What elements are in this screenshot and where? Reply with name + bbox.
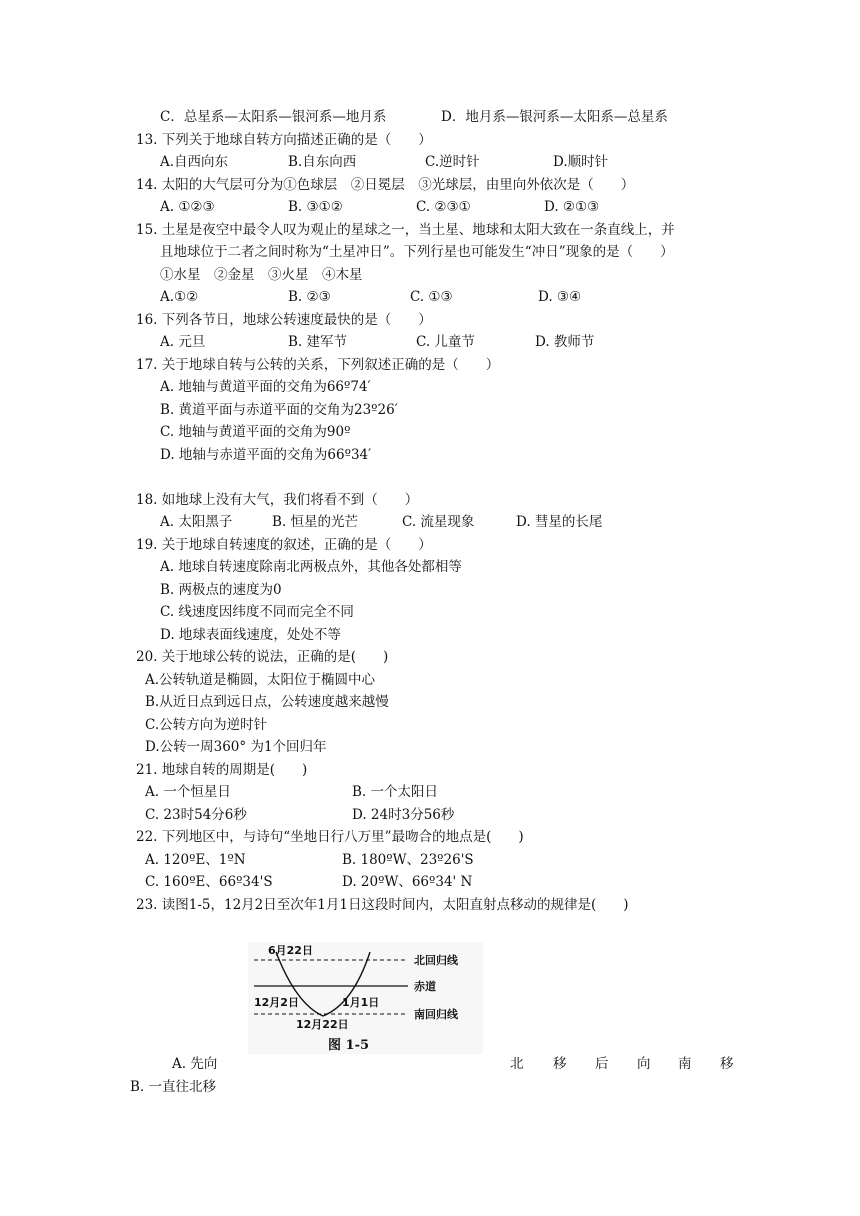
q20-option-a: A.公转轨道是椭圆，太阳位于椭圆中心 <box>145 672 376 688</box>
q17-option-b: B. 黄道平面与赤道平面的交角为23º26′ <box>160 402 398 418</box>
q15-stem-line1: 15. 土星是夜空中最令人叹为观止的星球之一，当土星、地球和太阳大致在一条直线上，并 <box>136 222 675 238</box>
q13-option-c: C.逆时针 <box>425 154 480 170</box>
q23-option-a-char: 北 <box>510 1056 524 1072</box>
q16-option-c: C. 儿童节 <box>416 334 475 350</box>
q23-option-a-char: 移 <box>553 1056 567 1072</box>
q18-option-d: D. 彗星的长尾 <box>516 514 603 530</box>
q17-stem: 17. 关于地球自转与公转的关系，下列叙述正确的是（ ） <box>136 357 500 373</box>
label-tropic-south: 南回归线 <box>414 1008 458 1021</box>
q20-stem: 20. 关于地球公转的说法，正确的是( ) <box>136 649 389 665</box>
q21-option-c: C. 23时54分6秒 <box>145 807 247 823</box>
q13-option-a: A.自西向东 <box>160 154 229 170</box>
q14-option-a: A. ①②③ <box>160 199 215 215</box>
q14-option-d: D. ②①③ <box>544 199 600 215</box>
q19-option-a: A. 地球自转速度除南北两极点外，其他各处都相等 <box>160 559 462 575</box>
q15-option-a: A.①② <box>160 289 199 305</box>
q18-option-b: B. 恒星的光芒 <box>272 514 359 530</box>
q22-stem: 22. 下列地区中，与诗句“坐地日行八万里”最吻合的地点是( ) <box>136 829 524 845</box>
q21-option-b: B. 一个太阳日 <box>352 784 439 800</box>
q16-stem: 16. 下列各节日，地球公转速度最快的是（ ） <box>136 312 432 328</box>
q22-option-d: D. 20ºW、66º34' N <box>342 874 473 890</box>
q19-stem: 19. 关于地球自转速度的叙述，正确的是（ ） <box>136 537 432 553</box>
q13-stem: 13. 下列关于地球自转方向描述正确的是（ ） <box>136 132 432 148</box>
q22-option-a: A. 120ºE、1ºN <box>145 852 246 868</box>
q15-items: ①水星 ②金星 ③火星 ④木星 <box>160 267 363 283</box>
q15-option-b: B. ②③ <box>288 289 331 305</box>
label-jan1: 1月1日 <box>342 996 380 1009</box>
q15-option-c: C. ①③ <box>410 289 453 305</box>
q20-option-c: C.公转方向为逆时针 <box>145 717 268 733</box>
q22-option-b: B. 180ºW、23º26'S <box>342 852 474 868</box>
q16-option-d: D. 教师节 <box>535 334 595 350</box>
figure-caption: 图 1-5 <box>328 1038 370 1053</box>
q18-option-a: A. 太阳黑子 <box>160 514 233 530</box>
q23-option-a-char: 南 <box>678 1056 692 1072</box>
q23-option-a-char: 移 <box>720 1056 734 1072</box>
q18-stem: 18. 如地球上没有大气，我们将看不到（ ） <box>136 492 419 508</box>
q14-option-c: C. ②③① <box>416 199 471 215</box>
q23-option-b: B. 一直往北移 <box>130 1079 217 1095</box>
q18-option-c: C. 流星现象 <box>402 514 475 530</box>
q13-option-b: B.自东向西 <box>288 154 357 170</box>
label-dec22: 12月22日 <box>296 1018 349 1031</box>
q13-option-d: D.顺时针 <box>553 154 609 170</box>
q20-option-b: B.从近日点到远日点，公转速度越来越慢 <box>145 694 389 710</box>
label-dec2: 12月2日 <box>254 996 299 1009</box>
label-jun22: 6月22日 <box>268 944 313 957</box>
solar-declination-figure <box>248 942 483 1054</box>
q17-option-a: A. 地轴与黄道平面的交角为66º74′ <box>160 379 371 395</box>
q15-stem-line2: 且地球位于二者之间时称为“土星冲日”。下列行星也可能发生“冲日”现象的是（ ） <box>160 244 674 260</box>
q23-option-a-prefix: A. 先向 <box>172 1056 218 1072</box>
q23-stem: 23. 读图1-5，12月2日至次年1月1日这段时间内，太阳直射点移动的规律是( ) <box>136 897 629 913</box>
q19-option-c: C. 线速度因纬度不同而完全不同 <box>160 604 354 620</box>
q19-option-d: D. 地球表面线速度，处处不等 <box>160 627 341 643</box>
q14-option-b: B. ③①② <box>288 199 343 215</box>
q12-option-c: C．总星系—太阳系—银河系—地月系 <box>160 109 387 125</box>
q22-option-c: C. 160ºE、66º34'S <box>145 874 273 890</box>
q16-option-b: B. 建军节 <box>288 334 348 350</box>
q17-option-c: C. 地轴与黄道平面的交角为90º <box>160 424 351 440</box>
q12-option-d: D．地月系—银河系—太阳系—总星系 <box>441 109 668 125</box>
q21-stem: 21. 地球自转的周期是( ) <box>136 762 308 778</box>
q21-option-d: D. 24时3分56秒 <box>352 807 455 823</box>
q15-option-d: D. ③④ <box>538 289 582 305</box>
q14-stem: 14. 太阳的大气层可分为①色球层 ②日冕层 ③光球层，由里向外依次是（ ） <box>136 177 635 193</box>
q23-option-a-char: 向 <box>637 1056 651 1072</box>
label-equator: 赤道 <box>414 980 436 993</box>
q16-option-a: A. 元旦 <box>160 334 206 350</box>
q23-option-a-char: 后 <box>595 1056 609 1072</box>
q21-option-a: A. 一个恒星日 <box>145 784 231 800</box>
q19-option-b: B. 两极点的速度为0 <box>160 582 282 598</box>
q17-option-d: D. 地轴与赤道平面的交角为66º34′ <box>160 447 372 463</box>
label-tropic-north: 北回归线 <box>414 954 458 967</box>
q20-option-d: D.公转一周360° 为1个回归年 <box>145 739 327 755</box>
